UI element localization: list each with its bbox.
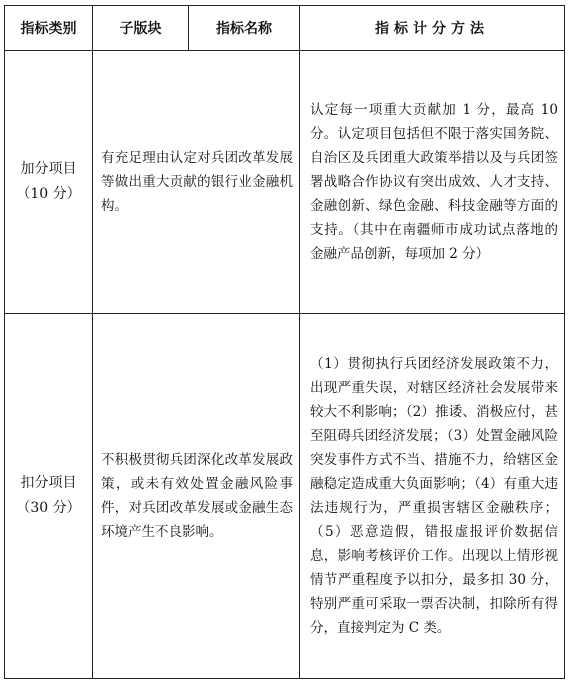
table-row-bonus [5, 51, 565, 314]
header-row [5, 6, 565, 51]
category-points: （10 分） [16, 186, 81, 202]
scoring-table [4, 5, 565, 679]
category-cell [5, 314, 93, 679]
category-label: 加分项目 [20, 161, 77, 177]
category-label: 扣分项目 [20, 475, 77, 491]
method-cell: （1）贯彻执行兵团经济发展政策不力，出现严重失误，对辖区经济社会发展带来较大不利影响；（2）推诿、消极应付，甚至阻碍兵团经济发展；（3）处置金融风险突发事件方式不当、措施不力，给辖区金融稳定造成重大负面影响；（4）有重大违法违规行为，严重损害辖区金融秩序；（5）恶意造假，错报虚报评价数据信息，影响考核评价工作。出现以上情形视情节严重程度予以扣分，最多扣 30 分，特别严重可采取一票否决制，扣除所有得分，直接判定为 C 类。 [300, 314, 565, 679]
indicator-cell: 有充足理由认定对兵团改革发展等做出重大贡献的银行业金融机构。 [93, 51, 300, 314]
category-points: （30 分） [16, 500, 81, 516]
table-row-deduction [5, 314, 565, 679]
indicator-cell: 不积极贯彻兵团深化改革发展政策，或未有效处置金融风险事件，对兵团改革发展或金融生态环境产生不良影响。 [93, 314, 300, 679]
header-method: 指标计分方法 [300, 6, 565, 51]
header-sub-module: 子版块 [93, 6, 189, 51]
header-indicator-name: 指标名称 [189, 6, 300, 51]
method-cell: 认定每一项重大贡献加 1 分，最高 10 分。认定项目包括但不限于落实国务院、自治区及兵团重大政策举措以及与兵团签署战略合作协议有突出成效、人才支持、金融创新、绿色金融、科技金融等方面的支持。（其中在南疆师市成功试点落地的金融产品创新，每项加 2 分） [300, 51, 565, 314]
category-cell [5, 51, 93, 314]
header-category: 指标类别 [5, 6, 93, 51]
